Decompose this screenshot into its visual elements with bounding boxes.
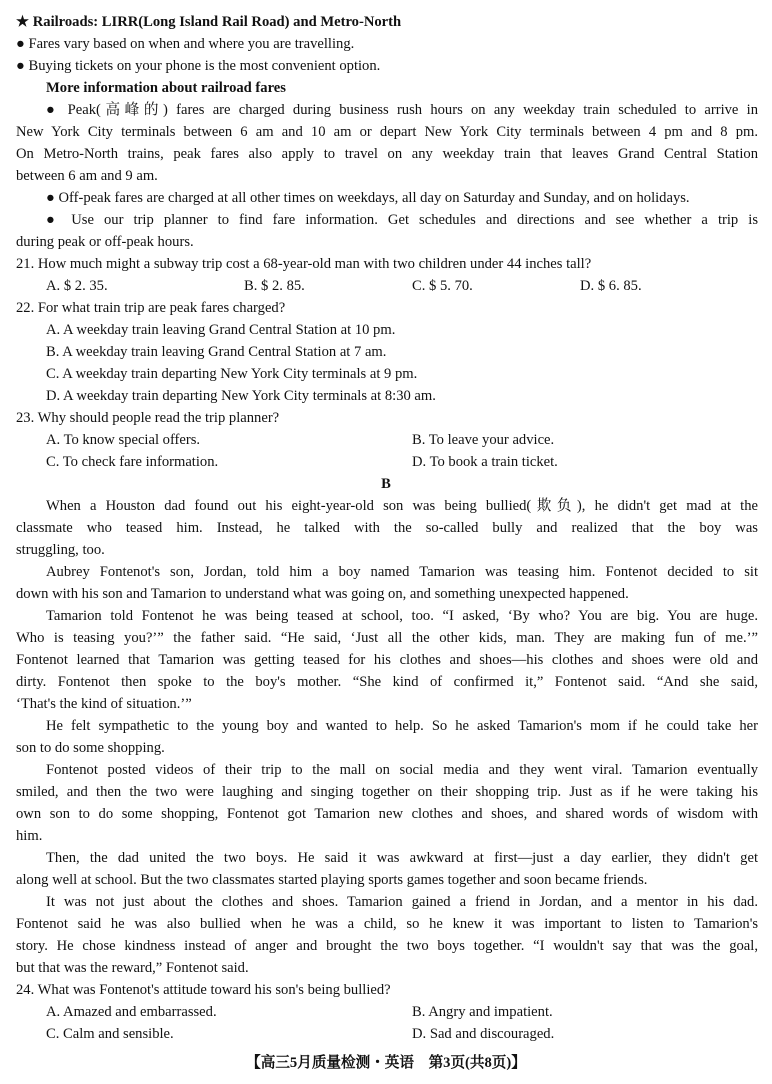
- passage-line: struggling, too.: [16, 542, 105, 558]
- q23-option-d: D. To book a train ticket.: [412, 454, 558, 470]
- passage-line: When a Houston dad found out his eight-year-old son was being bullied(欺负), he didn't get mad at the: [46, 498, 758, 514]
- q22-option-d: D. A weekday train departing New York City terminals at 8:30 am.: [46, 388, 436, 404]
- q21-stem: 21. How much might a subway trip cost a 68-year-old man with two children under 44 inches tall?: [16, 256, 592, 272]
- notice-bullet-1: ● Fares vary based on when and where you are travelling.: [16, 36, 355, 52]
- planner-line-2: during peak or off-peak hours.: [16, 234, 194, 250]
- passage-line: son to do some shopping.: [16, 740, 165, 756]
- q24-stem: 24. What was Fontenot's attitude toward his son's being bullied?: [16, 982, 391, 998]
- q22-option-b: B. A weekday train leaving Grand Central Station at 7 am.: [46, 344, 387, 360]
- passage-line: down with his son and Tamarion to understand what was going on, and something unexpected happened.: [16, 586, 629, 602]
- passage-line: Tamarion told Fontenot he was being teased at school, too. “I asked, ‘By who? You are big. You are huge.: [46, 608, 758, 624]
- passage-line: smiled, and then the two were laughing and singing together on their shopping trip. Just as if he were taking his: [16, 784, 758, 800]
- passage-line: Aubrey Fontenot's son, Jordan, told him a boy named Tamarion was teasing him. Fontenot decided to sit: [46, 564, 758, 580]
- passage-line: dirty. Fontenot then spoke to the boy's mother. “She kind of confirmed it,” Fontenot said. “And she said,: [16, 674, 758, 690]
- q24-option-b: B. Angry and impatient.: [412, 1004, 553, 1020]
- peak-line-1: ● Peak(高峰的) fares are charged during business rush hours on any weekday train scheduled to arrive in: [46, 102, 758, 118]
- passage-line: classmate who teased him. Instead, he talked with the so-called bully and realized that the boy was: [16, 520, 758, 536]
- notice-subheading: More information about railroad fares: [46, 80, 286, 96]
- q21-option-b: B. $ 2. 85.: [244, 278, 305, 294]
- q23-option-b: B. To leave your advice.: [412, 432, 555, 448]
- passage-line: him.: [16, 828, 43, 844]
- passage-line: Fontenot said he was also bullied when he was a child, so he knew it was important to listen to Tamarion's: [16, 916, 758, 932]
- q21-option-c: C. $ 5. 70.: [412, 278, 473, 294]
- q22-option-c: C. A weekday train departing New York City terminals at 9 pm.: [46, 366, 418, 382]
- offpeak-line: ● Off-peak fares are charged at all other times on weekdays, all day on Saturday and Sunday, and on holidays.: [46, 190, 690, 206]
- passage-b-label: B: [381, 476, 391, 492]
- q24-option-a: A. Amazed and embarrassed.: [46, 1004, 217, 1020]
- q21-option-a: A. $ 2. 35.: [46, 278, 108, 294]
- passage-line: but that was the reward,” Fontenot said.: [16, 960, 249, 976]
- q23-stem: 23. Why should people read the trip planner?: [16, 410, 280, 426]
- peak-line-4: between 6 am and 9 am.: [16, 168, 158, 184]
- passage-line: own son to do some shopping, Fontenot got Tamarion new clothes and shoes, and shared words of wisdom with: [16, 806, 758, 822]
- passage-line: ‘That's the kind of situation.’”: [16, 696, 192, 712]
- planner-line-1: ● Use our trip planner to find fare information. Get schedules and directions and see whether a trip is: [46, 212, 758, 228]
- passage-line: Fontenot learned that Tamarion was getting teased for his clothes and shoes—his clothes and shoes were old and: [16, 652, 758, 668]
- q24-option-c: C. Calm and sensible.: [46, 1026, 174, 1042]
- q23-option-a: A. To know special offers.: [46, 432, 201, 448]
- passage-line: Fontenot posted videos of their trip to the mall on social media and they went viral. Tamarion eventually: [46, 762, 758, 778]
- passage-line: story. He chose kindness instead of anger and brought the two boys together. “I wouldn't say that was the goal,: [16, 938, 758, 954]
- q24-option-d: D. Sad and discouraged.: [412, 1026, 555, 1042]
- q22-stem: 22. For what train trip are peak fares charged?: [16, 300, 286, 316]
- page-footer: 【高三5月质量检测・英语 第3页(共8页)】: [246, 1055, 526, 1071]
- peak-line-3: On Metro-North trains, peak fares also apply to travel on any weekday train that leaves Grand Central Station: [16, 146, 758, 162]
- peak-line-2: New York City terminals between 6 am and 10 am or depart New York City terminals between 4 pm and 8 pm.: [16, 124, 758, 140]
- passage-line: It was not just about the clothes and shoes. Tamarion gained a friend in Jordan, and a mentor in his dad.: [46, 894, 758, 910]
- q21-option-d: D. $ 6. 85.: [580, 278, 642, 294]
- passage-line: along well at school. But the two classmates started playing sports games together and soon became friends.: [16, 872, 648, 888]
- notice-bullet-2: ● Buying tickets on your phone is the most convenient option.: [16, 58, 381, 74]
- q22-option-a: A. A weekday train leaving Grand Central Station at 10 pm.: [46, 322, 396, 338]
- passage-line: Who is teasing you?’” the father said. “He said, ‘Just all the other kids, man. They are making fun of me.’”: [16, 630, 758, 646]
- passage-line: He felt sympathetic to the young boy and wanted to help. So he asked Tamarion's mom if he could take her: [46, 718, 758, 734]
- q23-option-c: C. To check fare information.: [46, 454, 219, 470]
- notice-heading: ★ Railroads: LIRR(Long Island Rail Road) and Metro-North: [16, 14, 402, 30]
- passage-line: Then, the dad united the two boys. He said it was awkward at first—just a day earlier, they didn't get: [46, 850, 758, 866]
